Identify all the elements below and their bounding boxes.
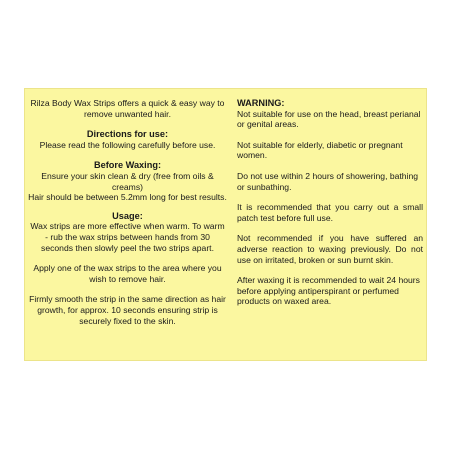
warning-heading: WARNING:	[237, 98, 285, 108]
warning-text-2: Not suitable for elderly, diabetic or pregnant women.	[237, 139, 403, 161]
usage-heading: Usage:	[112, 210, 143, 221]
warning-text-5: Not recommended if you have suffered an adverse reaction to waxing previously. Do not use on irritated, broken or sun burnt skin.	[237, 233, 423, 265]
before-waxing-text-1: Ensure your skin clean & dry (free from oils & creams)	[41, 170, 214, 192]
usage-text-2: Apply one of the wax strips to the area where you wish to remove hair.	[33, 263, 222, 284]
instruction-label-card	[24, 88, 427, 361]
intro-text: Rilza Body Wax Strips offers a quick & easy way to remove unwanted hair.	[30, 98, 225, 119]
before-waxing-heading: Before Waxing:	[93, 160, 162, 171]
warning-text-1: Not suitable for use on the head, breast perianal or genital areas.	[237, 108, 421, 130]
directions-heading: Directions for use:	[86, 129, 169, 140]
left-column	[28, 98, 227, 326]
before-waxing-text-2: Hair should be between 5.2mm long for best results.	[28, 192, 227, 203]
usage-text-3: Firmly smooth the strip in the same direction as hair growth, for approx. 10 seconds ensuring strip is securely fixed to the skin.	[29, 294, 226, 326]
warning-text-4: It is recommended that you carry out a small patch test before full use.	[237, 202, 423, 223]
directions-text: Please read the following carefully before use.	[39, 139, 216, 150]
right-column	[237, 98, 423, 307]
usage-text-1: Wax strips are more effective when warm. To warm - rub the wax strips between hands from 30 seconds then slowly peel the two strips apart.	[30, 221, 225, 253]
warning-text-6: After waxing it is recommended to wait 24 hours before applying antiperspirant or perfumed products on waxed area.	[237, 275, 420, 307]
warning-text-3: Do not use within 2 hours of showering, bathing or sunbathing.	[237, 170, 419, 192]
